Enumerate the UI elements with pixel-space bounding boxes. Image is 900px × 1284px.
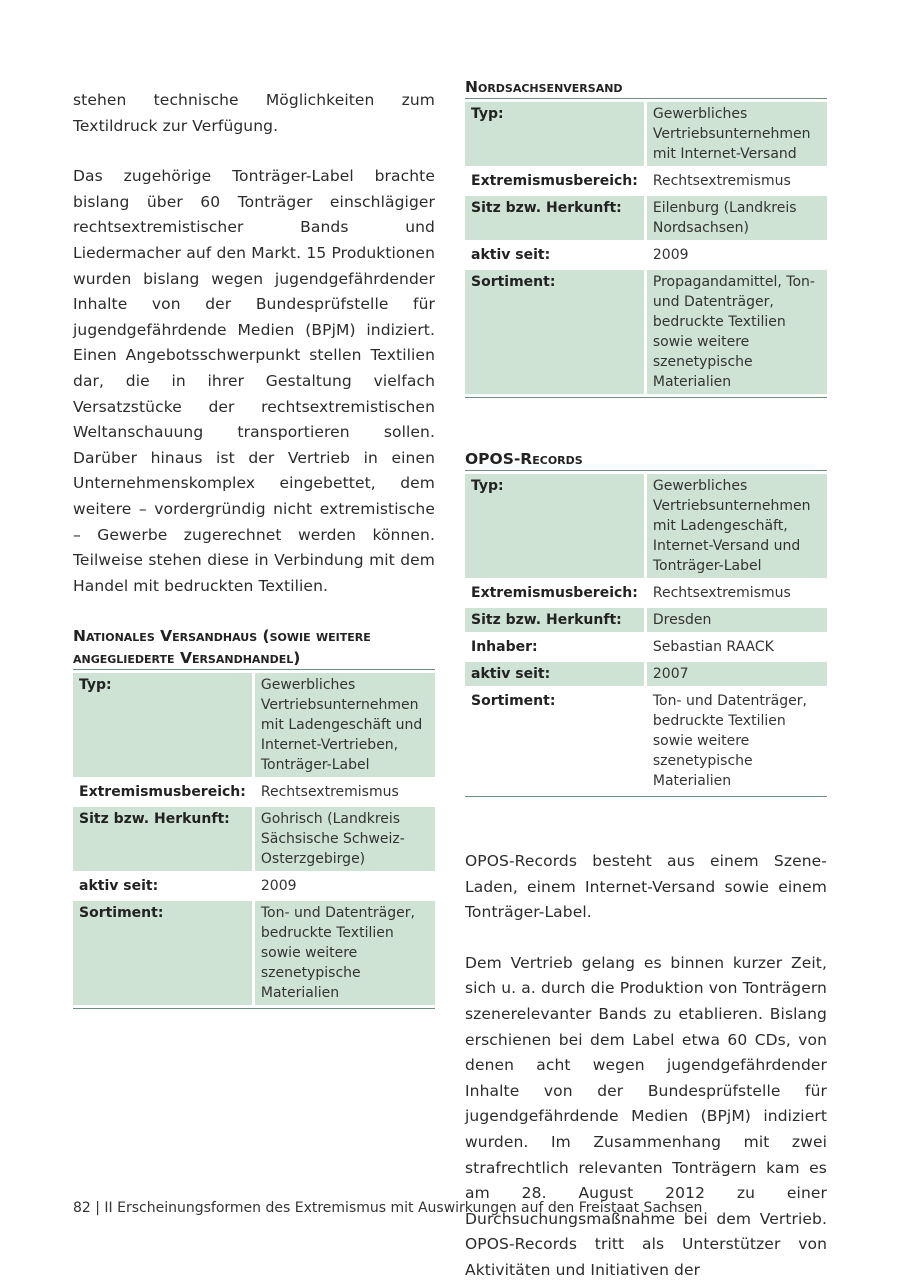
table-row (73, 807, 435, 871)
left-paragraph-1: stehen technische Möglichkeiten zum Textildruck zur Verfügung. (73, 91, 435, 135)
row-value: 2009 (260, 878, 297, 895)
row-key: Sitz bzw. Herkunft: (465, 608, 647, 632)
table-row (465, 102, 827, 166)
info-table-nordsachsenversand (465, 98, 827, 398)
table-row (465, 243, 827, 267)
row-key: Extremismusbereich: (465, 581, 647, 605)
row-key: Sortiment: (73, 901, 255, 1005)
row-value: Rechtsextremismus (652, 585, 791, 601)
left-paragraph-2: Das zugehörige Tonträger-Label brachte bislang über 60 Tonträger einschlägiger rechtsextremistischer Bands und Liedermacher auf den Markt. 15 Produktionen wurden bislang wegen jugendgefährdender Inhalte von der Bundesprüfstelle für jugendgefährdende Medien (BPjM) indiziert. Einen Angebotsschwerpunkt stellen Textilien dar, die in ihrer Gestaltung vielfach Versatzstücke der rechtsextremistischen Weltanschauung transportieren sollen. Darüber hinaus ist der Vertrieb in einen Unternehmenskomplex eingebettet, dem weitere – vordergründig nicht extremistische – Gewerbe zugerechnet werden können. Teilweise stehen diese in Verbindung mit dem Handel mit bedruckten Textilien. (73, 167, 435, 595)
table-row (73, 780, 435, 804)
table-title-nationales-versandhaus (73, 625, 435, 669)
table-row (465, 169, 827, 193)
table-row (465, 608, 827, 632)
row-value: Ton- und Datenträger, bedruckte Textilien sowie weitere szenetypische Materialien (652, 693, 807, 789)
row-value: Sebastian RAACK (652, 639, 774, 655)
table-row (465, 635, 827, 659)
row-key: aktiv seit: (465, 662, 647, 686)
info-table-opos-records (465, 470, 827, 797)
table-row (465, 581, 827, 605)
row-key: Inhaber: (465, 635, 647, 659)
row-key: aktiv seit: (73, 874, 255, 898)
table-row (73, 673, 435, 777)
row-value: Ton- und Datenträger, bedruckte Textilien sowie weitere szenetypische Materialien (255, 901, 435, 1005)
row-key: Extremismusbereich: (465, 169, 647, 193)
table-row (465, 270, 827, 394)
page-footer: 82 | II Erscheinungsformen des Extremismus mit Auswirkungen auf den Freistaat Sachsen (73, 1200, 703, 1216)
row-value: 2009 (652, 247, 689, 263)
table-row (465, 689, 827, 793)
table-row (465, 196, 827, 240)
row-key: Typ: (465, 474, 647, 578)
table-title-line-1: Nationales Versandhaus (sowie weitere (73, 627, 371, 646)
row-key: Typ: (465, 102, 647, 166)
row-value: Eilenburg (Landkreis Nordsachsen) (647, 196, 827, 240)
row-key: aktiv seit: (465, 243, 647, 267)
row-value: Rechtsextremismus (652, 173, 791, 189)
right-paragraph-2: Dem Vertrieb gelang es binnen kurzer Zeit, sich u. a. durch die Produktion von Tonträgern szenerelevanter Bands zu etablieren. Bislang erschienen bei dem Label etwa 60 CDs, von denen acht wegen jugendgefährdender Inhalte von der Bundesprüfstelle für jugendgefährdende Medien (BPjM) indiziert wurden. Im Zusammenhang mit zwei strafrechtlich relevanten Tonträgern kam es am 28. August 2012 zu einer Durchsuchungsmaßnahme bei dem Vertrieb. OPOS-Records tritt als Unterstützer von Aktivitäten und Initiativen der (465, 953, 827, 1279)
row-value: Dresden (647, 608, 827, 632)
row-value: Propagandamittel, Ton- und Datenträger, bedruckte Textilien sowie weitere szenetypische Materialien (647, 270, 827, 394)
table-title-opos-records: OPOS-Records (465, 450, 583, 468)
table-row (73, 874, 435, 898)
row-key: Sortiment: (465, 270, 647, 394)
row-key: Sitz bzw. Herkunft: (73, 807, 255, 871)
info-table-nationales-versandhaus (73, 669, 435, 1009)
table-title-line-2: angegliederte Versandhandel) (73, 649, 301, 668)
table-row (465, 662, 827, 686)
right-column (465, 76, 827, 1284)
row-key: Sitz bzw. Herkunft: (465, 196, 647, 240)
table-row (465, 474, 827, 578)
row-key: Typ: (73, 673, 255, 777)
right-paragraph-1: OPOS-Records besteht aus einem Szene-Laden, einem Internet-Versand sowie einem Tonträger-Label. (465, 852, 827, 922)
table-row (73, 901, 435, 1005)
row-value: Gewerbliches Vertriebsunternehmen mit Ladengeschäft und Internet-Vertrieben, Tonträger-Label (255, 673, 435, 777)
row-value: Rechtsextremismus (260, 784, 399, 801)
row-value: Gohrisch (Landkreis Sächsische Schweiz-Osterzgebirge) (255, 807, 435, 871)
row-value: Gewerbliches Vertriebsunternehmen mit Ladengeschäft, Internet-Versand und Tonträger-Label (647, 474, 827, 578)
left-column (73, 88, 435, 1009)
row-key: Extremismusbereich: (73, 780, 255, 804)
row-value: Gewerbliches Vertriebsunternehmen mit Internet-Versand (647, 102, 827, 166)
row-value: 2007 (647, 662, 827, 686)
table-title-nordsachsenversand: Nordsachsenversand (465, 78, 623, 96)
row-key: Sortiment: (465, 689, 647, 793)
